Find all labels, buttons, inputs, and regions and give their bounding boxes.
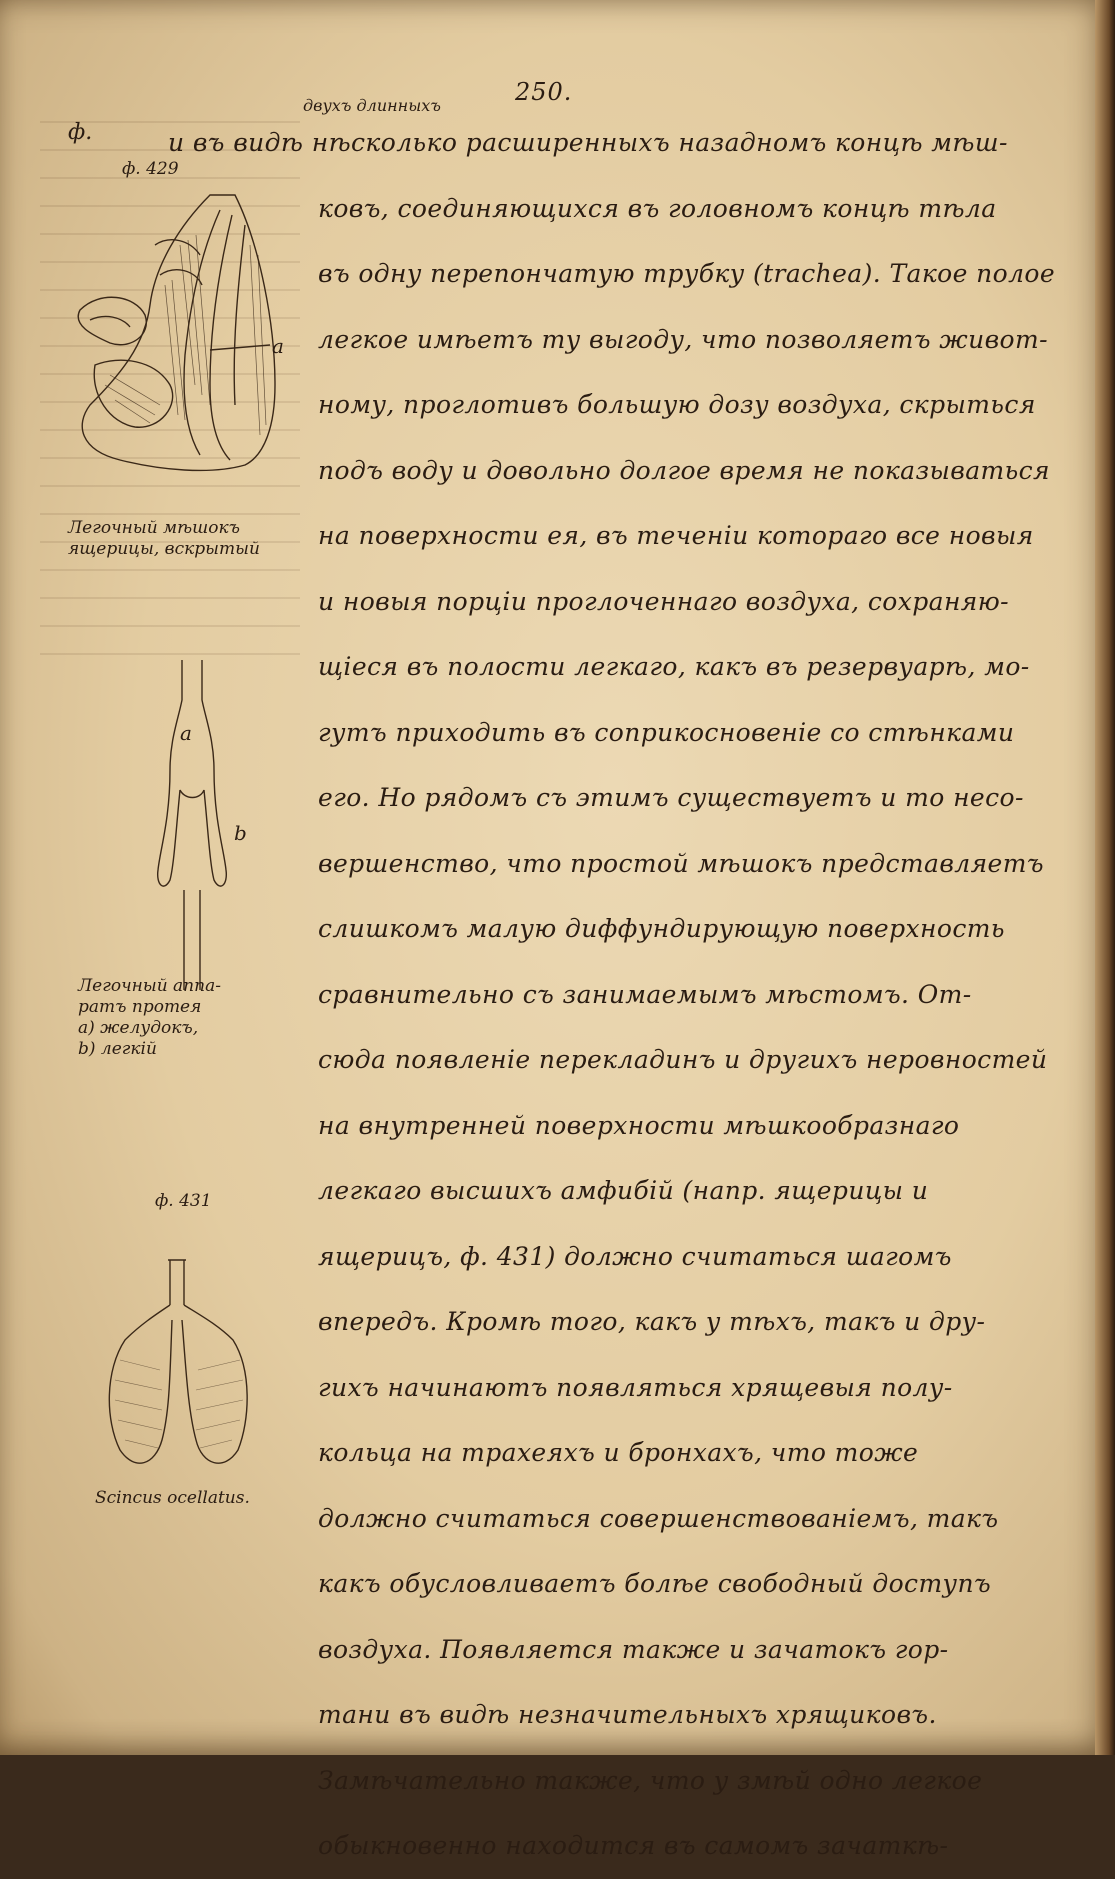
figure-430-caption [78,976,221,1060]
text-line: на поверхности ея, въ теченіи котораго все новыя [318,521,1034,550]
text-line: тани въ видѣ незначительныхъ хрящиковъ. [318,1700,937,1729]
margin-marker: ф. [68,120,93,145]
text-line: и въ видѣ нѣсколько расширенныхъ назадномъ концѣ мѣш- [168,128,1008,157]
text-line: въ одну перепончатую трубку (trachea). Такое полое [318,259,1056,288]
text-line: ковъ, соединяющихся въ головномъ концѣ тѣла [318,193,997,223]
text-line: вершенство, что простой мѣшокъ представляетъ [318,848,1044,878]
figure-429-caption-line: Легочный мѣшокъ [68,518,240,538]
interlinear-note: двухъ длинныхъ [303,96,441,115]
figure-429-drawing [60,185,305,505]
text-line: и новыя порціи проглоченнаго воздуха, сохраняю- [318,586,1010,616]
text-line: должно считаться совершенствованіемъ, такъ [318,1503,999,1533]
text-line: гихъ начинаютъ появляться хрящевыя полу- [318,1372,953,1402]
figure-431-caption: Scincus ocellatus. [95,1488,250,1508]
text-line: на внутренней поверхности мѣшкообразнаго [318,1110,960,1140]
text-line: подъ воду и довольно долгое время не показываться [318,455,1050,485]
text-line: Замѣчательно также, что у змѣй одно легкое [318,1765,983,1795]
text-line: ному, проглотивъ большую дозу воздуха, скрыться [318,390,1036,419]
figure-431-label: ф. 431 [155,1191,212,1211]
figure-429-caption-line: ящерицы, вскрытый [68,539,260,559]
text-line: сравнительно съ занимаемымъ мѣстомъ. От- [318,979,972,1009]
text-line: легкое имѣетъ ту выгоду, что позволяетъ живот- [318,324,1048,354]
text-line: какъ обусловливаетъ болѣе свободный доступъ [318,1569,992,1598]
text-line: воздуха. Появляется также и зачатокъ гор- [318,1634,949,1664]
text-line: гутъ приходить въ соприкосновеніе со стѣнками [318,717,1015,747]
figure-431-drawing [100,1260,260,1480]
figure-429-callout-a: a [272,334,284,358]
text-line: легкаго высшихъ амфибій (напр. ящерицы и [318,1176,929,1205]
figure-430-caption-line: b) легкій [78,1039,157,1059]
figure-429-label: ф. 429 [122,159,179,179]
text-line: слишкомъ малую диффундирующую поверхность [318,914,1005,943]
text-line: сюда появленіе перекладинъ и другихъ неровностей [318,1045,1048,1074]
text-line: впередъ. Кромѣ того, какъ у тѣхъ, такъ и дру- [318,1307,986,1336]
text-line: обыкновенно находится въ самомъ зачаткѣ- [318,1831,949,1860]
text-line: кольца на трахеяхъ и бронхахъ, что тоже [318,1438,919,1467]
figure-429-caption [68,518,260,560]
figure-430-drawing [140,660,250,990]
text-line: ящерицъ, ф. 431) должно считаться шагомъ [318,1241,952,1271]
text-line: щiеся въ полости легкаго, какъ въ резервуарѣ, мо- [318,652,1030,681]
figure-430-caption-line: ратъ протея [78,997,202,1017]
figure-430-callout-a: a [180,721,192,745]
page-number: 250. [515,78,573,106]
figure-430-caption-line: a) желудокъ, [78,1018,199,1038]
figure-430-callout-b: b [234,821,247,845]
page-edge [1095,0,1115,1755]
figure-430-caption-line: Легочный аппа- [78,976,221,996]
text-line: его. Но рядомъ съ этимъ существуетъ и то несо- [318,783,1024,812]
